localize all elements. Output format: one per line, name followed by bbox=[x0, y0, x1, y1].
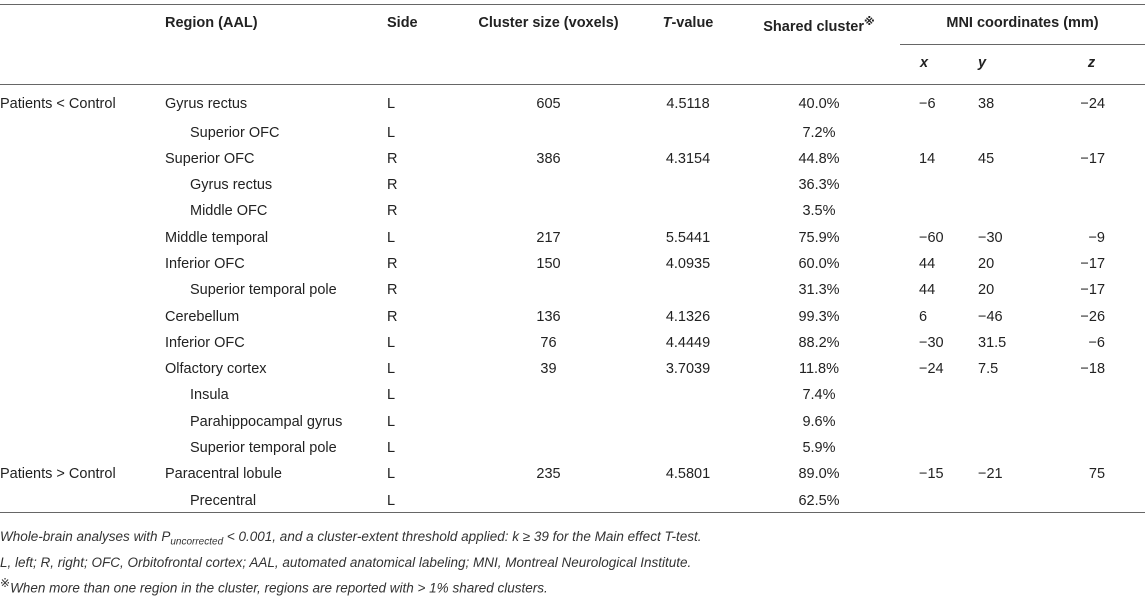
row-y: 38 bbox=[978, 96, 995, 112]
table-notes bbox=[0, 527, 701, 598]
header-side: Side bbox=[387, 5, 459, 45]
row-cluster-size bbox=[459, 487, 638, 513]
row-shared-cluster: 31.3% bbox=[798, 282, 840, 299]
row-side: L bbox=[387, 361, 396, 378]
row-group bbox=[0, 434, 165, 460]
row-t-value: 5.5441 bbox=[665, 229, 711, 246]
row-shared-cluster: 11.8% bbox=[798, 361, 840, 378]
row-x bbox=[900, 119, 966, 145]
row-region: Gyrus rectus bbox=[165, 96, 248, 112]
row-side: R bbox=[387, 282, 398, 299]
row-cluster-size bbox=[459, 197, 638, 223]
table-body bbox=[0, 85, 1145, 513]
row-z bbox=[1038, 119, 1145, 145]
row-cluster-size: 605 bbox=[536, 96, 561, 112]
row-side: R bbox=[387, 255, 398, 272]
header-subrow bbox=[0, 45, 1145, 85]
row-group bbox=[0, 119, 165, 145]
table-row bbox=[0, 303, 1145, 329]
header-mni: MNI coordinates (mm) bbox=[900, 5, 1145, 45]
row-x bbox=[900, 381, 966, 407]
row-region: Precentral bbox=[165, 487, 387, 513]
row-cluster-size bbox=[459, 381, 638, 407]
row-t-value: 4.5118 bbox=[666, 96, 710, 112]
row-region: Superior temporal pole bbox=[190, 440, 337, 457]
header-group bbox=[0, 5, 165, 45]
row-cluster-size bbox=[459, 408, 638, 434]
row-x bbox=[900, 487, 966, 513]
row-cluster-size: 150 bbox=[536, 255, 561, 272]
row-cluster-size: 136 bbox=[536, 308, 561, 325]
row-x: −60 bbox=[919, 229, 944, 246]
row-z: −18 bbox=[1080, 361, 1106, 378]
row-t-value bbox=[638, 119, 738, 145]
note-line-3: ※When more than one region in the cluster, regions are reported with > 1% shared clusters. bbox=[0, 575, 548, 596]
row-x bbox=[900, 408, 966, 434]
row-y bbox=[966, 434, 1038, 460]
row-t-value: 4.1326 bbox=[665, 308, 711, 325]
row-x: 14 bbox=[919, 150, 936, 167]
results-table bbox=[0, 4, 1145, 513]
row-t-value bbox=[638, 276, 738, 302]
row-group bbox=[0, 197, 165, 223]
row-region: Parahippocampal gyrus bbox=[190, 413, 343, 430]
row-shared-cluster: 44.8% bbox=[798, 150, 840, 167]
row-t-value: 4.4449 bbox=[665, 334, 711, 351]
row-region: Middle temporal bbox=[165, 229, 269, 246]
row-cluster-size bbox=[459, 434, 638, 460]
row-t-value bbox=[638, 487, 738, 513]
row-x: 44 bbox=[919, 282, 936, 299]
row-z bbox=[1038, 408, 1145, 434]
row-region: Inferior OFC bbox=[165, 334, 245, 351]
row-cluster-size: 217 bbox=[536, 229, 561, 246]
row-cluster-size: 386 bbox=[536, 150, 561, 167]
note-line-2: L, left; R, right; OFC, Orbitofrontal cortex; AAL, automated anatomical labeling; MNI, Montreal Neurological Institute. bbox=[0, 554, 692, 570]
row-shared-cluster: 5.9% bbox=[802, 440, 836, 457]
row-side: L bbox=[387, 387, 396, 404]
row-side: L bbox=[387, 466, 396, 483]
row-side: R bbox=[387, 308, 398, 325]
header-y: y bbox=[966, 45, 1038, 85]
row-z: −6 bbox=[1088, 334, 1106, 351]
row-group bbox=[0, 276, 165, 302]
row-side: L bbox=[387, 229, 396, 246]
table-row bbox=[0, 85, 1145, 119]
row-shared-cluster: 9.6% bbox=[802, 413, 836, 430]
row-z bbox=[1038, 434, 1145, 460]
row-region: Cerebellum bbox=[165, 308, 240, 325]
row-z: −17 bbox=[1080, 282, 1106, 299]
row-y: 45 bbox=[978, 150, 995, 167]
row-cluster-size: 76 bbox=[540, 334, 557, 351]
row-z: −17 bbox=[1080, 255, 1106, 272]
row-y bbox=[966, 197, 1038, 223]
row-y bbox=[966, 487, 1038, 513]
row-cluster-size: 235 bbox=[536, 466, 561, 483]
table-row bbox=[0, 276, 1145, 302]
row-y: −46 bbox=[978, 308, 1003, 325]
row-t-value bbox=[638, 408, 738, 434]
row-region: Olfactory cortex bbox=[165, 361, 267, 378]
header-shared-cluster: Shared cluster※ bbox=[738, 5, 900, 45]
row-x: −15 bbox=[919, 466, 944, 483]
row-group bbox=[0, 408, 165, 434]
row-shared-cluster: 75.9% bbox=[798, 229, 840, 246]
row-t-value bbox=[638, 434, 738, 460]
row-z: 75 bbox=[1088, 466, 1106, 483]
row-z bbox=[1038, 487, 1145, 513]
row-region: Gyrus rectus bbox=[190, 177, 273, 194]
table-row bbox=[0, 355, 1145, 381]
row-region: Paracentral lobule bbox=[165, 466, 282, 483]
table-row bbox=[0, 487, 1145, 513]
row-y bbox=[966, 408, 1038, 434]
row-y: −21 bbox=[978, 466, 1003, 483]
row-z: −24 bbox=[1080, 96, 1106, 112]
header-cluster-size: Cluster size (voxels) bbox=[459, 5, 638, 45]
row-group bbox=[0, 171, 165, 197]
row-x: 44 bbox=[919, 255, 936, 272]
row-t-value: 4.3154 bbox=[665, 150, 711, 167]
row-region: Middle OFC bbox=[190, 203, 268, 220]
table-row bbox=[0, 381, 1145, 407]
row-side: R bbox=[387, 150, 398, 167]
row-shared-cluster: 36.3% bbox=[798, 177, 840, 194]
row-shared-cluster: 99.3% bbox=[798, 308, 840, 325]
row-t-value: 4.5801 bbox=[665, 466, 711, 483]
table-row bbox=[0, 145, 1145, 171]
row-side: L bbox=[387, 334, 396, 351]
row-group bbox=[0, 303, 165, 329]
header-t-value: T-value bbox=[638, 5, 738, 45]
row-group: Patients > Control bbox=[0, 466, 116, 483]
row-y: 20 bbox=[978, 282, 995, 299]
shared-cluster-mark: ※ bbox=[864, 16, 875, 28]
row-shared-cluster: 7.4% bbox=[802, 387, 836, 404]
row-cluster-size bbox=[459, 171, 638, 197]
header-region: Region (AAL) bbox=[165, 5, 387, 45]
row-group bbox=[0, 487, 165, 513]
table-row bbox=[0, 197, 1145, 223]
table-row bbox=[0, 460, 1145, 486]
table-row bbox=[0, 224, 1145, 250]
row-group: Patients < Control bbox=[0, 96, 116, 112]
table-row bbox=[0, 250, 1145, 276]
table-row bbox=[0, 171, 1145, 197]
row-y: 20 bbox=[978, 255, 995, 272]
row-z bbox=[1038, 381, 1145, 407]
row-shared-cluster: 62.5% bbox=[738, 487, 900, 513]
row-t-value bbox=[638, 171, 738, 197]
row-z bbox=[1038, 197, 1145, 223]
row-z: −17 bbox=[1080, 150, 1106, 167]
row-z: −9 bbox=[1088, 229, 1106, 246]
row-x bbox=[900, 434, 966, 460]
row-side: L bbox=[387, 487, 459, 513]
header-z: z bbox=[1038, 45, 1145, 85]
table-row bbox=[0, 329, 1145, 355]
row-group bbox=[0, 381, 165, 407]
row-side: L bbox=[387, 440, 396, 457]
table-row bbox=[0, 434, 1145, 460]
row-side: L bbox=[387, 124, 396, 141]
row-x: −30 bbox=[919, 334, 944, 351]
table-row bbox=[0, 119, 1145, 145]
row-side: L bbox=[387, 96, 396, 112]
row-x bbox=[900, 171, 966, 197]
row-shared-cluster: 7.2% bbox=[802, 124, 836, 141]
row-cluster-size bbox=[459, 119, 638, 145]
row-side: R bbox=[387, 203, 398, 220]
row-y: −30 bbox=[978, 229, 1003, 246]
row-shared-cluster: 3.5% bbox=[802, 203, 836, 220]
row-y bbox=[966, 119, 1038, 145]
note-line-1: Whole-brain analyses with $P_{uncorrected} < 0.001$, and a cluster-extent threshold applied: k ≥ 39 for the Main effect T-test. bbox=[0, 529, 702, 548]
row-t-value bbox=[638, 197, 738, 223]
table-row bbox=[0, 408, 1145, 434]
row-region: Superior temporal pole bbox=[190, 282, 337, 299]
header-x: x bbox=[900, 45, 966, 85]
row-group bbox=[0, 355, 165, 381]
row-group bbox=[0, 250, 165, 276]
row-y bbox=[966, 171, 1038, 197]
row-region: Inferior OFC bbox=[165, 255, 245, 272]
row-t-value bbox=[638, 381, 738, 407]
row-group bbox=[0, 145, 165, 171]
row-cluster-size bbox=[459, 276, 638, 302]
row-x bbox=[900, 197, 966, 223]
row-cluster-size: 39 bbox=[540, 361, 557, 378]
header-row bbox=[0, 5, 1145, 45]
row-t-value: 4.0935 bbox=[665, 255, 711, 272]
row-shared-cluster: 88.2% bbox=[798, 334, 840, 351]
row-group bbox=[0, 224, 165, 250]
row-z bbox=[1038, 171, 1145, 197]
row-shared-cluster: 40.0% bbox=[798, 96, 840, 112]
row-z: −26 bbox=[1080, 308, 1106, 325]
row-side: R bbox=[387, 177, 398, 194]
row-region: Superior OFC bbox=[165, 150, 255, 167]
row-shared-cluster: 89.0% bbox=[798, 466, 840, 483]
row-y: 7.5 bbox=[978, 361, 999, 378]
row-x: −6 bbox=[919, 96, 936, 112]
row-x: 6 bbox=[919, 308, 928, 325]
row-x: −24 bbox=[919, 361, 944, 378]
row-t-value: 3.7039 bbox=[665, 361, 711, 378]
row-group bbox=[0, 329, 165, 355]
row-side: L bbox=[387, 413, 396, 430]
row-y bbox=[966, 381, 1038, 407]
row-region: Superior OFC bbox=[190, 124, 280, 141]
row-y: 31.5 bbox=[978, 334, 1007, 351]
row-region: Insula bbox=[190, 387, 229, 404]
row-shared-cluster: 60.0% bbox=[798, 255, 840, 272]
